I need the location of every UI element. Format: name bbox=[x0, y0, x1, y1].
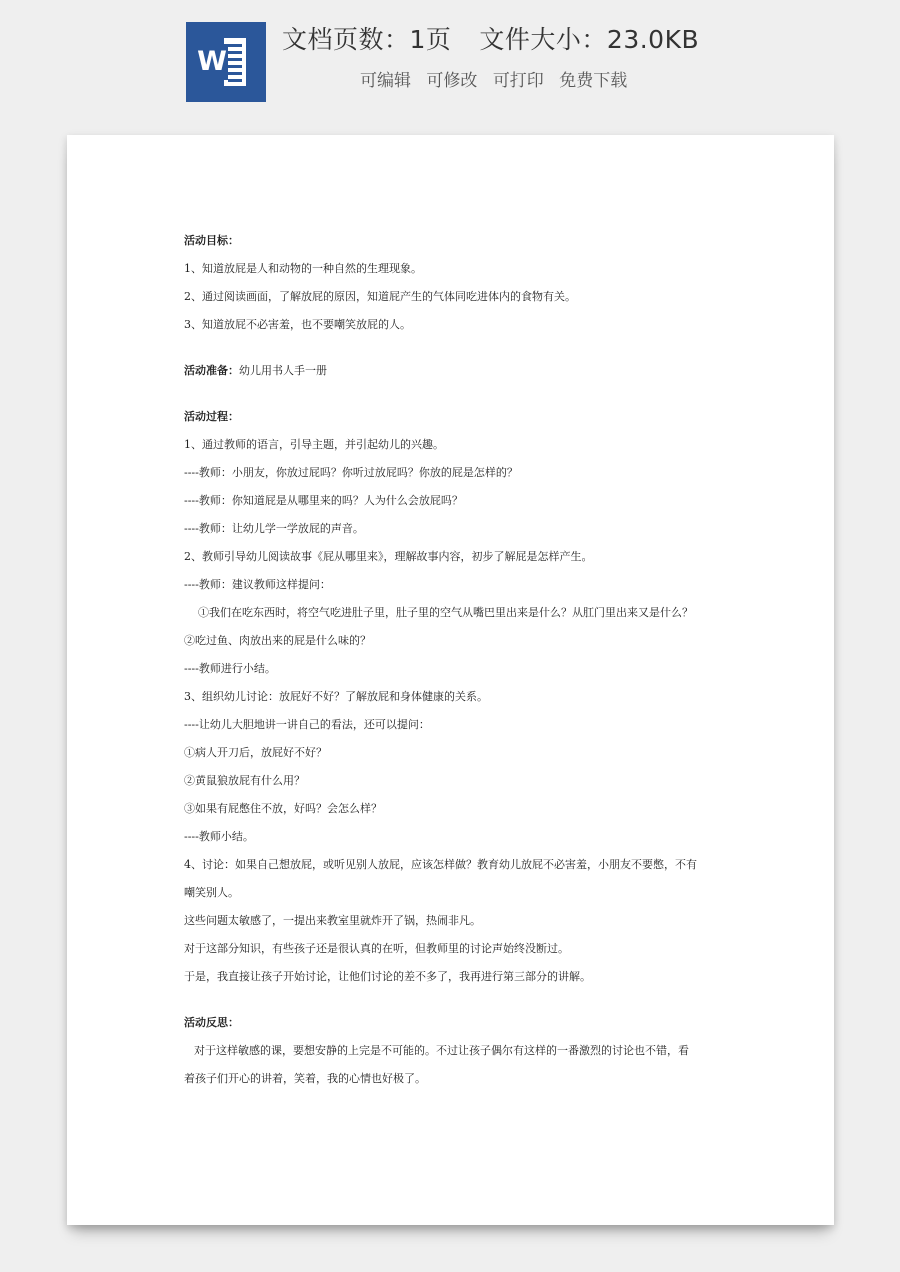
prep-heading: 活动准备： bbox=[184, 364, 239, 377]
document-info-header bbox=[0, 0, 900, 120]
reflect-text-continued: 着孩子们开心的讲着，笑着，我的心情也好极了。 bbox=[184, 1072, 426, 1085]
process-question: ①我们在吃东西时，将空气吃进肚子里，肚子里的空气从嘴巴里出来是什么？从肛门里出来又是什么？ bbox=[198, 606, 693, 619]
editable-label: 可编辑 bbox=[360, 71, 411, 91]
process-line: ----教师小结。 bbox=[184, 830, 254, 843]
process-step: 4、讨论：如果自己想放屁，或听见别人放屁，应该怎样做？教育幼儿放屁不必害羞，小朋友不要憋，不有 bbox=[184, 858, 697, 871]
file-size: 文件大小：23.0KB bbox=[479, 25, 700, 54]
printable-label: 可打印 bbox=[492, 71, 544, 91]
prep-paragraph bbox=[184, 357, 729, 385]
process-question: ②黄鼠狼放屁有什么用？ bbox=[184, 774, 305, 787]
free-download-label: 免费下载 bbox=[559, 71, 628, 91]
goal-item: 2、通过阅读画面，了解放屁的原因，知道屁产生的气体同吃进体内的食物有关。 bbox=[184, 290, 576, 303]
note-line: 对于这部分知识，有些孩子还是很认真的在听，但教师里的讨论声始终没断过。 bbox=[184, 942, 569, 955]
note-line: 于是，我直接让孩子开始讨论，让他们讨论的差不多了，我再进行第三部分的讲解。 bbox=[184, 970, 591, 983]
header-actions bbox=[360, 66, 637, 91]
process-line: ----让幼儿大胆地讲一讲自己的看法，还可以提问： bbox=[184, 718, 430, 731]
process-step: 3、组织幼儿讨论：放屁好不好？了解放屁和身体健康的关系。 bbox=[184, 690, 488, 703]
process-question: ②吃过鱼、肉放出来的屁是什么味的？ bbox=[184, 634, 371, 647]
page-count: 文档页数：1页 bbox=[282, 25, 452, 54]
process-line: ----教师：你知道屁是从哪里来的吗？人为什么会放屁吗？ bbox=[184, 494, 463, 507]
reflect-heading: 活动反思： bbox=[184, 1016, 239, 1029]
goal-item: 1、知道放屁是人和动物的一种自然的生理现象。 bbox=[184, 262, 422, 275]
process-line: ----教师：小朋友，你放过屁吗？你听过放屁吗？你放的屁是怎样的？ bbox=[184, 466, 518, 479]
process-step-continued: 嘲笑别人。 bbox=[184, 886, 239, 899]
note-line: 这些问题太敏感了，一提出来教室里就炸开了锅，热闹非凡。 bbox=[184, 914, 481, 927]
goal-item: 3、知道放屁不必害羞，也不要嘲笑放屁的人。 bbox=[184, 318, 411, 331]
process-line: ----教师进行小结。 bbox=[184, 662, 276, 675]
process-step: 1、通过教师的语言，引导主题，并引起幼儿的兴趣。 bbox=[184, 438, 444, 451]
process-question: ①病人开刀后，放屁好不好？ bbox=[184, 746, 327, 759]
process-line: ----教师：建议教师这样提问： bbox=[184, 578, 331, 591]
reflect-text: 对于这样敏感的课，要想安静的上完是不可能的。不过让孩子偶尔有这样的一番激烈的讨论也不错，看 bbox=[194, 1044, 689, 1057]
word-document-icon bbox=[186, 22, 266, 102]
word-letter: W bbox=[196, 44, 228, 80]
process-step: 2、教师引导幼儿阅读故事《屁从哪里来》，理解故事内容，初步了解屁是怎样产生。 bbox=[184, 550, 593, 563]
prep-text: 幼儿用书人手一册 bbox=[239, 364, 327, 377]
process-question: ③如果有屁憋住不放，好吗？会怎么样？ bbox=[184, 802, 382, 815]
goal-heading: 活动目标： bbox=[184, 234, 239, 247]
document-page bbox=[67, 135, 834, 1225]
process-line: ----教师：让幼儿学一学放屁的声音。 bbox=[184, 522, 364, 535]
modifiable-label: 可修改 bbox=[426, 71, 478, 91]
document-content bbox=[184, 227, 729, 1093]
header-title bbox=[282, 20, 699, 56]
process-heading: 活动过程： bbox=[184, 410, 239, 423]
